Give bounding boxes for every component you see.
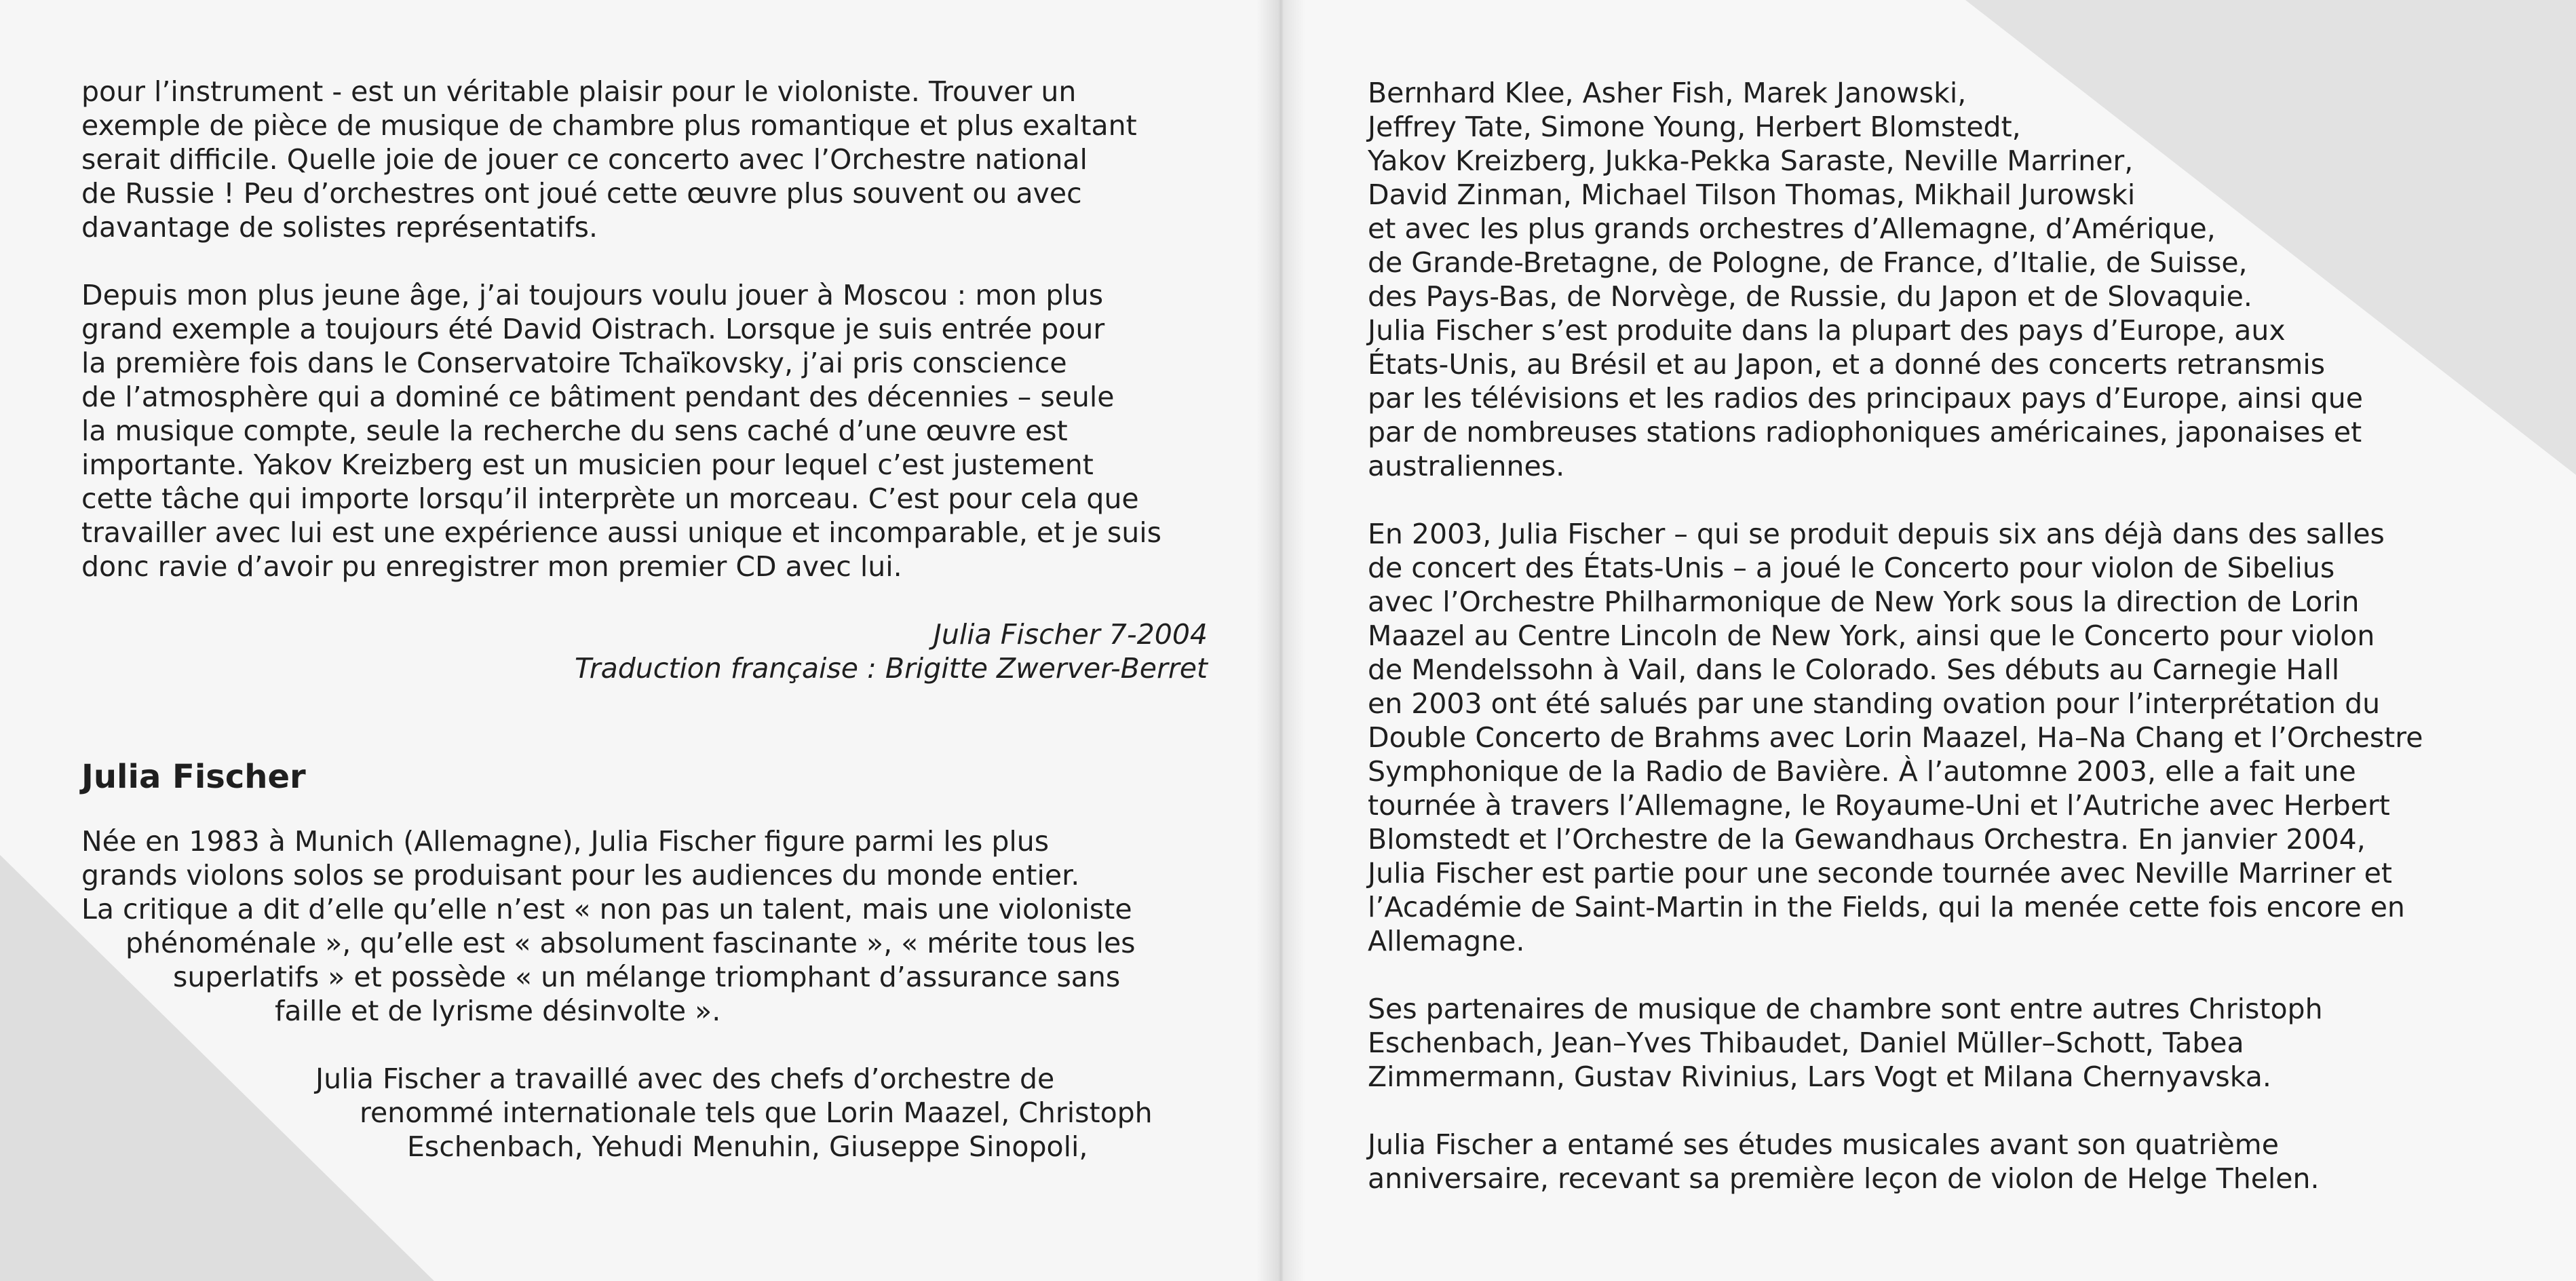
left-para1-line: exemple de pièce de musique de chambre plus romantique et plus exaltant (81, 109, 1137, 142)
conductors-line: renommé internationale tels que Lorin Maazel, Christoph (360, 1096, 1153, 1129)
left-para2-line: la première fois dans le Conservatoire Tchaïkovsky, j’ai pris conscience (81, 347, 1067, 379)
right-para2-line: En 2003, Julia Fischer – qui se produit depuis six ans déjà dans des salles (1368, 518, 2385, 550)
right-para1-line: et avec les plus grands orchestres d’Allemagne, d’Amérique, (1368, 212, 2216, 245)
right-para2-line: avec l’Orchestre Philharmonique de New York sous la direction de Lorin (1368, 586, 2360, 618)
bio-line: grands violons solos se produisant pour les audiences du monde entier. (81, 859, 1080, 892)
conductors-line: Eschenbach, Yehudi Menuhin, Giuseppe Sinopoli, (407, 1130, 1088, 1163)
left-para1-line: pour l’instrument - est un véritable plaisir pour le violoniste. Trouver un (81, 75, 1077, 108)
right-para1-line: Bernhard Klee, Asher Fish, Marek Janowski, (1368, 77, 1967, 109)
section-heading: Julia Fischer (81, 758, 306, 796)
book-gutter (1256, 0, 1305, 1281)
right-para2-line: de Mendelssohn à Vail, dans le Colorado. Ses débuts au Carnegie Hall (1368, 653, 2340, 686)
left-para2-line: Depuis mon plus jeune âge, j’ai toujours voulu jouer à Moscou : mon plus (81, 279, 1104, 311)
right-para2-line: Symphonique de la Radio de Bavière. À l’automne 2003, elle a fait une (1368, 755, 2356, 788)
right-para2-line: de concert des États-Unis – a joué le Concerto pour violon de Sibelius (1368, 552, 2335, 584)
right-para1-line: Julia Fischer s’est produite dans la plupart des pays d’Europe, aux (1368, 314, 2286, 347)
right-para4-line: Julia Fischer a entamé ses études musicales avant son quatrième (1368, 1128, 2279, 1161)
left-para2-line: donc ravie d’avoir pu enregistrer mon premier CD avec lui. (81, 550, 902, 583)
left-page-text (81, 75, 1208, 1164)
right-page-text (1368, 76, 2423, 1196)
left-para1-line: de Russie ! Peu d’orchestres ont joué cette œuvre plus souvent ou avec (81, 177, 1082, 210)
right-para1-line: David Zinman, Michael Tilson Thomas, Mikhail Jurowski (1368, 178, 2136, 211)
left-para2-line: importante. Yakov Kreizberg est un musicien pour lequel c’est justement (81, 448, 1094, 481)
right-para2-line: l’Académie de Saint-Martin in the Fields, qui la menée cette fois encore en (1368, 891, 2405, 923)
left-para2-line: de l’atmosphère qui a dominé ce bâtiment pendant des décennies – seule (81, 381, 1115, 413)
right-para2-line: Double Concerto de Brahms avec Lorin Maazel, Ha–Na Chang et l’Orchestre (1368, 721, 2423, 754)
left-page (0, 0, 1281, 1281)
bio-line: Née en 1983 à Munich (Allemagne), Julia Fischer figure parmi les plus (81, 825, 1050, 858)
signature: Julia Fischer 7-2004 (933, 618, 1208, 651)
translation-credit: Traduction française : Brigitte Zwerver-Berret (574, 652, 1208, 685)
right-para2-line: Maazel au Centre Lincoln de New York, ainsi que le Concerto pour violon (1368, 619, 2375, 652)
right-para1-line: par les télévisions et les radios des principaux pays d’Europe, ainsi que (1368, 382, 2363, 415)
right-para3-line: Ses partenaires de musique de chambre sont entre autres Christoph (1368, 993, 2323, 1025)
left-para1-line: davantage de solistes représentatifs. (81, 211, 598, 244)
right-para2-line: Julia Fischer est partie pour une seconde tournée avec Neville Marriner et (1368, 857, 2392, 890)
bio-line: faille et de lyrisme désinvolte ». (275, 995, 721, 1027)
left-para2-line: cette tâche qui importe lorsqu’il interprète un morceau. C’est pour cela que (81, 482, 1139, 515)
bio-line: superlatifs » et possède « un mélange triomphant d’assurance sans (173, 961, 1121, 993)
right-para2-line: Allemagne. (1368, 925, 1525, 957)
left-para2-line: travailler avec lui est une expérience aussi unique et incomparable, et je suis (81, 516, 1161, 549)
right-para1-line: des Pays-Bas, de Norvège, de Russie, du Japon et de Slovaquie. (1368, 280, 2252, 313)
right-para2-line: Blomstedt et l’Orchestre de la Gewandhaus Orchestra. En janvier 2004, (1368, 823, 2366, 856)
right-para3-line: Zimmermann, Gustav Rivinius, Lars Vogt et Milana Chernyavska. (1368, 1060, 2271, 1093)
left-para2-line: grand exemple a toujours été David Oistrach. Lorsque je suis entrée pour (81, 313, 1105, 345)
left-para2-line: la musique compte, seule la recherche du sens caché d’une œuvre est (81, 415, 1068, 447)
right-para1-line: australiennes. (1368, 450, 1565, 482)
right-para2-line: en 2003 ont été salués par une standing ovation pour l’interprétation du (1368, 687, 2381, 720)
right-para1-line: Yakov Kreizberg, Jukka-Pekka Saraste, Neville Marriner, (1368, 145, 2134, 177)
bio-line: phénoménale », qu’elle est « absolument fascinante », « mérite tous les (126, 927, 1136, 959)
right-para1-line: de Grande-Bretagne, de Pologne, de France, d’Italie, de Suisse, (1368, 246, 2248, 279)
right-para3-line: Eschenbach, Jean–Yves Thibaudet, Daniel Müller–Schott, Tabea (1368, 1027, 2244, 1059)
bio-line: La critique a dit d’elle qu’elle n’est « non pas un talent, mais une violoniste (81, 893, 1132, 925)
right-para2-line: tournée à travers l’Allemagne, le Royaume-Uni et l’Autriche avec Herbert (1368, 789, 2390, 822)
right-para1-line: États-Unis, au Brésil et au Japon, et a donné des concerts retransmis (1368, 348, 2326, 381)
right-para1-line: Jeffrey Tate, Simone Young, Herbert Blomstedt, (1368, 111, 2021, 143)
right-para1-line: par de nombreuses stations radiophoniques américaines, japonaises et (1368, 416, 2362, 448)
left-para1-line: serait difficile. Quelle joie de jouer ce concerto avec l’Orchestre national (81, 143, 1088, 176)
right-para4-line: anniversaire, recevant sa première leçon de violon de Helge Thelen. (1368, 1162, 2320, 1195)
right-page (1281, 0, 2576, 1281)
conductors-line: Julia Fischer a travaillé avec des chefs d’orchestre de (315, 1063, 1055, 1095)
